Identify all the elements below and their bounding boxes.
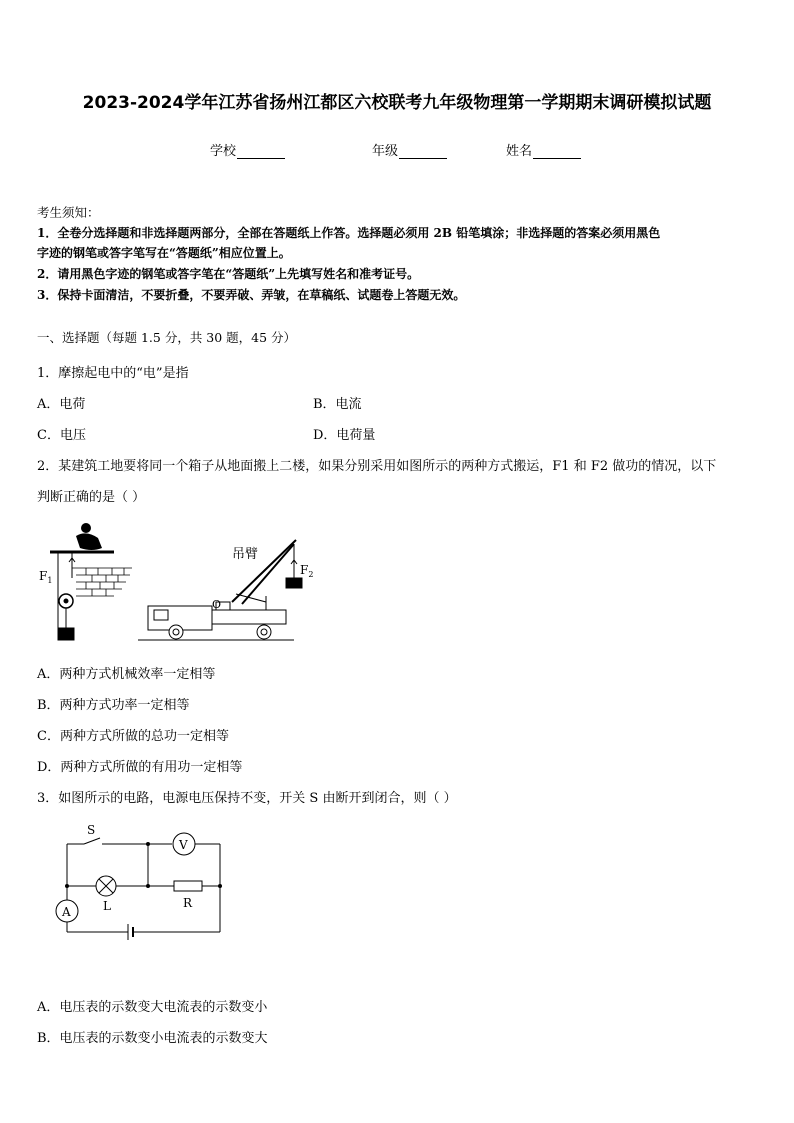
name-field[interactable] xyxy=(506,140,581,159)
voltmeter-label: V xyxy=(179,838,188,852)
option-a[interactable]: A．电压表的示数变大电流表的示数变小 xyxy=(37,1000,268,1015)
grade-label: 年级 xyxy=(372,144,399,159)
school-field[interactable] xyxy=(210,140,285,159)
crane-arm-label: 吊臂 xyxy=(232,547,259,562)
option-c[interactable]: C．电压 xyxy=(37,428,86,443)
question-1-stem: 1．摩擦起电中的“电”是指 xyxy=(37,366,189,381)
grade-field[interactable] xyxy=(372,140,447,159)
pulley-icon xyxy=(58,552,75,640)
name-blank[interactable] xyxy=(533,144,581,159)
notice-item: 字迹的钢笔或答字笔写在“答题纸”相应位置上。 xyxy=(37,246,291,260)
f2-label: $F_2$ xyxy=(300,563,314,579)
worker-icon xyxy=(50,523,114,552)
crane-truck-icon xyxy=(138,540,302,640)
option-b[interactable]: B．两种方式功率一定相等 xyxy=(37,698,190,713)
option-d[interactable]: D．电荷量 xyxy=(313,428,376,443)
option-b[interactable]: B．电流 xyxy=(313,397,362,412)
option-a[interactable]: A．电荷 xyxy=(37,397,86,412)
question-2-stem: 判断正确的是（ ） xyxy=(37,490,146,505)
option-b[interactable]: B．电压表的示数变小电流表的示数变大 xyxy=(37,1031,268,1046)
school-label: 学校 xyxy=(210,144,237,159)
pivot-label: O xyxy=(212,598,222,611)
f1-label: $F_1$ xyxy=(39,569,53,585)
name-label: 姓名 xyxy=(506,144,533,159)
question-3-circuit xyxy=(48,820,238,945)
notice-item: 2．请用黑色字迹的钢笔或答字笔在“答题纸”上先填写姓名和准考证号。 xyxy=(37,267,420,281)
option-c[interactable]: C．两种方式所做的总功一定相等 xyxy=(37,729,229,744)
switch-label: S xyxy=(87,823,96,837)
question-3-stem: 3．如图所示的电路，电源电压保持不变，开关 S 由断开到闭合，则（ ） xyxy=(37,791,457,806)
question-2-stem: 2．某建筑工地要将同一个箱子从地面搬上二楼，如果分别采用如图所示的两种方式搬运，F1 和 F2 做功的情况，以下 xyxy=(37,459,717,474)
resistor-label: R xyxy=(183,896,193,910)
notice-heading: 考生须知： xyxy=(37,205,100,220)
grade-blank[interactable] xyxy=(399,144,447,159)
school-blank[interactable] xyxy=(237,144,285,159)
option-a[interactable]: A．两种方式机械效率一定相等 xyxy=(37,667,216,682)
brick-wall-icon xyxy=(72,568,132,596)
notice-item: 1．全卷分选择题和非选择题两部分，全部在答题纸上作答。选择题必须用 2B 铅笔填涂；非选择题的答案必须用黑色 xyxy=(37,226,661,240)
resistor-icon xyxy=(174,881,202,891)
question-2-figure xyxy=(36,518,314,648)
ammeter-label: A xyxy=(62,905,71,919)
page-title: 2023-2024学年江苏省扬州江都区六校联考九年级物理第一学期期末调研模拟试题 xyxy=(82,93,712,113)
switch-icon xyxy=(84,838,100,844)
lamp-label: L xyxy=(103,899,111,913)
notice-item: 3．保持卡面清洁，不要折叠，不要弄破、弄皱，在草稿纸、试题卷上答题无效。 xyxy=(37,288,466,302)
section-heading: 一、选择题（每题 1.5 分，共 30 题，45 分） xyxy=(37,330,297,345)
option-d[interactable]: D．两种方式所做的有用功一定相等 xyxy=(37,760,243,775)
